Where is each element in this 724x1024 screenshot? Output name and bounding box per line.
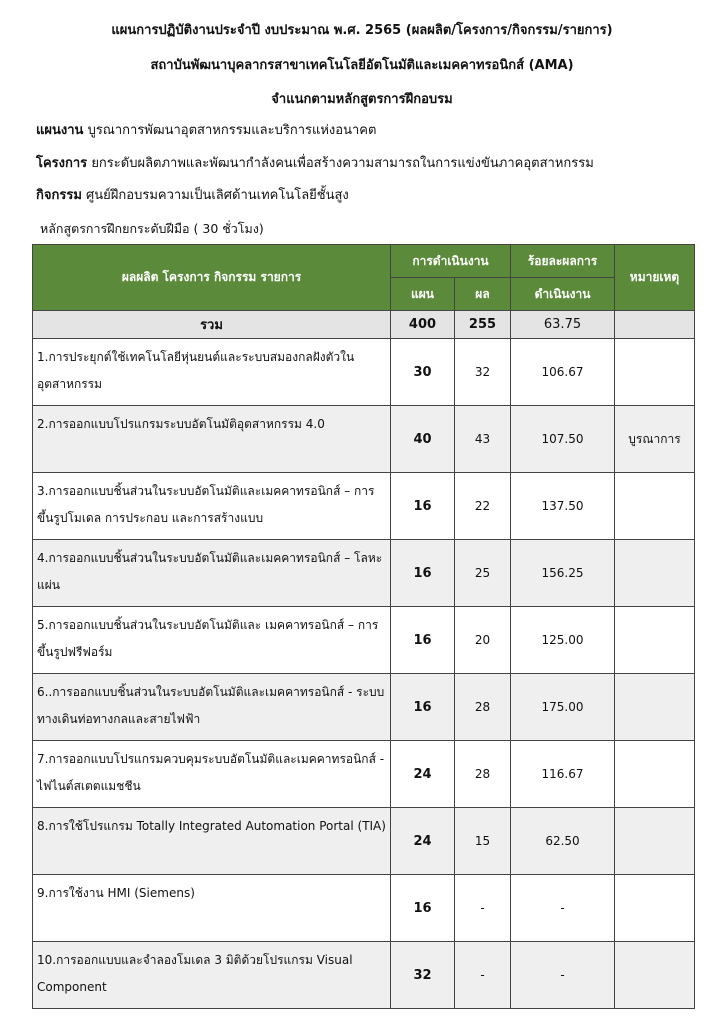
row-plan: 16 bbox=[391, 540, 455, 607]
row-percent: 156.25 bbox=[511, 540, 615, 607]
row-plan: 24 bbox=[391, 741, 455, 808]
table-row bbox=[33, 808, 695, 875]
table-row bbox=[33, 473, 695, 540]
table-row bbox=[33, 540, 695, 607]
row-percent: 125.00 bbox=[511, 607, 615, 674]
table-row bbox=[33, 607, 695, 674]
header-percent-line2: ดำเนินงาน bbox=[511, 278, 615, 311]
row-note bbox=[615, 741, 695, 808]
total-label: รวม bbox=[33, 311, 391, 339]
row-plan: 16 bbox=[391, 607, 455, 674]
plan-label: แผนงาน bbox=[36, 123, 84, 138]
row-result: 28 bbox=[455, 674, 511, 741]
plan-value: บูรณาการพัฒนาอุตสาหกรรมและบริการแห่งอนาคต bbox=[87, 123, 377, 138]
row-result: 15 bbox=[455, 808, 511, 875]
row-result: - bbox=[455, 875, 511, 942]
row-percent: 137.50 bbox=[511, 473, 615, 540]
row-note bbox=[615, 808, 695, 875]
row-name: 10.การออกแบบและจำลองโมเดล 3 มิติด้วยโปรแกรม Visual Component bbox=[33, 942, 391, 1009]
row-name: 1.การประยุกต์ใช้เทคโนโลยีหุ่นยนต์และระบบสมองกลฝังตัวใน อุตสาหกรรม bbox=[33, 339, 391, 406]
table-row bbox=[33, 674, 695, 741]
row-result: 28 bbox=[455, 741, 511, 808]
activity-label: กิจกรรม bbox=[36, 188, 82, 203]
header-percent-line1: ร้อยละผลการ bbox=[511, 245, 615, 278]
table-row bbox=[33, 942, 695, 1009]
row-percent: 107.50 bbox=[511, 406, 615, 473]
row-name: 6..การออกแบบชิ้นส่วนในระบบอัตโนมัติและเมคคาทรอนิกส์ - ระบบทางเดินท่อทางกลและสายไฟฟ้า bbox=[33, 674, 391, 741]
row-name: 9.การใช้งาน HMI (Siemens) bbox=[33, 875, 391, 942]
row-plan: 16 bbox=[391, 473, 455, 540]
row-percent: 106.67 bbox=[511, 339, 615, 406]
row-note bbox=[615, 607, 695, 674]
row-note bbox=[615, 674, 695, 741]
header-operation: การดำเนินงาน bbox=[391, 245, 511, 278]
row-note bbox=[615, 942, 695, 1009]
row-note bbox=[615, 339, 695, 406]
activity-row bbox=[36, 187, 349, 205]
table-row bbox=[33, 741, 695, 808]
row-percent: 175.00 bbox=[511, 674, 615, 741]
row-plan: 40 bbox=[391, 406, 455, 473]
project-label: โครงการ bbox=[36, 156, 88, 171]
row-plan: 32 bbox=[391, 942, 455, 1009]
plan-row bbox=[36, 122, 376, 140]
row-percent: 116.67 bbox=[511, 741, 615, 808]
row-result: - bbox=[455, 942, 511, 1009]
document-title-line-1: แผนการปฏิบัติงานประจำปี งบประมาณ พ.ศ. 2565 (ผลผลิต/โครงการ/กิจกรรม/รายการ) bbox=[111, 23, 613, 38]
row-result: 25 bbox=[455, 540, 511, 607]
table-row bbox=[33, 406, 695, 473]
row-name: 2.การออกแบบโปรแกรมระบบอัตโนมัติอุตสาหกรรม 4.0 bbox=[33, 406, 391, 473]
row-result: 32 bbox=[455, 339, 511, 406]
row-result: 22 bbox=[455, 473, 511, 540]
table-row bbox=[33, 339, 695, 406]
row-percent: - bbox=[511, 942, 615, 1009]
row-note: บูรณาการ bbox=[615, 406, 695, 473]
row-note bbox=[615, 473, 695, 540]
header-item: ผลผลิต โครงการ กิจกรรม รายการ bbox=[33, 245, 391, 311]
row-result: 20 bbox=[455, 607, 511, 674]
row-name: 3.การออกแบบชิ้นส่วนในระบบอัตโนมัติและเมคคาทรอนิกส์ – การ ขึ้นรูปโมเดล การประกอบ และการสร้างแบบ bbox=[33, 473, 391, 540]
document-title-line-3: จำแนกตามหลักสูตรการฝึกอบรม bbox=[271, 92, 453, 107]
row-name: 7.การออกแบบโปรแกรมควบคุมระบบอัตโนมัติและเมคคาทรอนิกส์ - ไฟไนต์สเตตแมชชีน bbox=[33, 741, 391, 808]
activity-value: ศูนย์ฝึกอบรมความเป็นเลิศด้านเทคโนโลยีชั้นสูง bbox=[86, 188, 349, 203]
row-note bbox=[615, 540, 695, 607]
total-percent: 63.75 bbox=[511, 311, 615, 339]
row-percent: 62.50 bbox=[511, 808, 615, 875]
row-percent: - bbox=[511, 875, 615, 942]
row-name: 8.การใช้โปรแกรม Totally Integrated Automation Portal (TIA) bbox=[33, 808, 391, 875]
course-heading: หลักสูตรการฝึกยกระดับฝีมือ ( 30 ชั่วโมง) bbox=[40, 221, 264, 236]
total-row bbox=[33, 311, 695, 339]
header-result: ผล bbox=[455, 278, 511, 311]
total-note bbox=[615, 311, 695, 339]
table-row bbox=[33, 875, 695, 942]
results-table bbox=[32, 244, 695, 1009]
row-plan: 30 bbox=[391, 339, 455, 406]
row-plan: 24 bbox=[391, 808, 455, 875]
row-plan: 16 bbox=[391, 875, 455, 942]
row-plan: 16 bbox=[391, 674, 455, 741]
project-row bbox=[36, 155, 594, 173]
project-value: ยกระดับผลิตภาพและพัฒนากำลังคนเพื่อสร้างความสามารถในการแข่งขันภาคอุตสาหกรรม bbox=[91, 156, 594, 171]
row-name: 5.การออกแบบชิ้นส่วนในระบบอัตโนมัติและ เมคคาทรอนิกส์ – การ ขึ้นรูปฟรีฟอร์ม bbox=[33, 607, 391, 674]
header-plan: แผน bbox=[391, 278, 455, 311]
row-name: 4.การออกแบบชิ้นส่วนในระบบอัตโนมัติและเมคคาทรอนิกส์ – โลหะ แผ่น bbox=[33, 540, 391, 607]
total-plan: 400 bbox=[391, 311, 455, 339]
row-result: 43 bbox=[455, 406, 511, 473]
total-result: 255 bbox=[455, 311, 511, 339]
row-note bbox=[615, 875, 695, 942]
header-note: หมายเหตุ bbox=[615, 245, 695, 311]
document-title-line-2: สถาบันพัฒนาบุคลากรสาขาเทคโนโลยีอัตโนมัติและเมคคาทรอนิกส์ (AMA) bbox=[150, 58, 574, 73]
